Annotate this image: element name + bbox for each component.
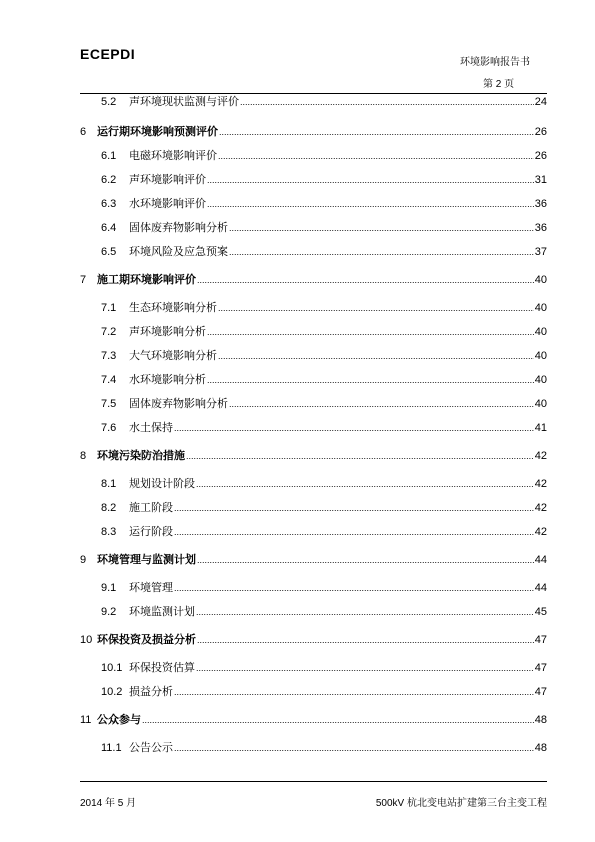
toc-dot-leader — [196, 605, 534, 619]
toc-entry[interactable] — [80, 661, 547, 675]
toc-entry-page: 42 — [534, 526, 547, 538]
toc-entry[interactable] — [80, 125, 547, 139]
toc-entry-number: 8 — [80, 450, 87, 462]
toc-dot-leader — [174, 421, 534, 435]
toc-entry-page: 47 — [534, 634, 547, 646]
toc-entry-title: 运行期环境影响预测评价 — [97, 126, 218, 138]
toc-entry-number: 9.2 — [101, 606, 117, 618]
toc-entry-title: 公众参与 — [97, 714, 141, 726]
toc-entry-title: 大气环境影响分析 — [129, 350, 217, 362]
toc-entry-page: 24 — [534, 96, 547, 108]
toc-entry[interactable] — [80, 421, 547, 435]
toc-entry-number: 6.2 — [101, 174, 117, 186]
toc-dot-leader — [196, 477, 534, 491]
toc-dot-leader — [218, 301, 534, 315]
toc-entry-title: 水土保持 — [129, 422, 173, 434]
toc-entry-title: 运行阶段 — [129, 526, 173, 538]
toc-entry[interactable] — [80, 325, 547, 339]
toc-entry[interactable] — [80, 197, 547, 211]
toc-entry-page: 40 — [534, 350, 547, 362]
toc-entry-page: 26 — [534, 150, 547, 162]
toc-entry-number: 10.1 — [101, 662, 123, 674]
toc-entry-title: 环境监测计划 — [129, 606, 195, 618]
toc-entry-number: 6.4 — [101, 222, 117, 234]
toc-entry[interactable] — [80, 95, 547, 109]
toc-entry-number: 7.6 — [101, 422, 117, 434]
toc-entry-number: 11 — [80, 714, 92, 726]
toc-entry-title: 环保投资及损益分析 — [97, 634, 196, 646]
toc-entry[interactable] — [80, 553, 547, 567]
toc-entry-title: 环境污染防治措施 — [97, 450, 185, 462]
toc-entry-number: 7.1 — [101, 302, 117, 314]
header-page-number: 第 2 页 — [483, 79, 515, 90]
toc-entry[interactable] — [80, 349, 547, 363]
toc-entry-title: 环境管理 — [129, 582, 173, 594]
toc-entry-title: 声环境影响评价 — [129, 174, 206, 186]
toc-entry-number: 7.3 — [101, 350, 117, 362]
toc-entry-page: 40 — [534, 374, 547, 386]
toc-entry[interactable] — [80, 245, 547, 259]
toc-entry-number: 11.1 — [101, 742, 122, 754]
toc-entry-number: 9 — [80, 554, 87, 566]
toc-entry[interactable] — [80, 581, 547, 595]
toc-entry-page: 36 — [534, 198, 547, 210]
toc-entry-title: 环境管理与监测计划 — [97, 554, 196, 566]
toc-dot-leader — [197, 553, 534, 567]
toc-entry-page: 42 — [534, 502, 547, 514]
toc-entry-number: 7.2 — [101, 326, 117, 338]
header-rule — [80, 93, 547, 94]
toc-dot-leader — [207, 373, 534, 387]
toc-dot-leader — [174, 685, 534, 699]
toc-entry-page: 41 — [534, 422, 547, 434]
toc-dot-leader — [174, 501, 534, 515]
toc-entry-number: 8.1 — [101, 478, 117, 490]
toc-dot-leader — [197, 633, 534, 647]
toc-entry[interactable] — [80, 173, 547, 187]
toc-entry[interactable] — [80, 273, 547, 287]
toc-entry[interactable] — [80, 633, 547, 647]
footer-date: 2014 年 5 月 — [80, 798, 137, 809]
toc-entry-number: 7.4 — [101, 374, 117, 386]
toc-entry-number: 7.5 — [101, 398, 117, 410]
toc-entry-title: 损益分析 — [129, 686, 173, 698]
toc-entry-page: 48 — [534, 742, 547, 754]
toc-entry-title: 生态环境影响分析 — [129, 302, 217, 314]
toc-entry-page: 40 — [534, 398, 547, 410]
toc-entry[interactable] — [80, 149, 547, 163]
toc-entry-number: 6.1 — [101, 150, 117, 162]
toc-entry[interactable] — [80, 449, 547, 463]
toc-entry-title: 固体废弃物影响分析 — [129, 222, 228, 234]
toc-entry-title: 环境风险及应急预案 — [129, 246, 228, 258]
footer-project: 500kV 杭北变电站扩建第三台主变工程 — [375, 798, 547, 809]
toc-entry-number: 10 — [80, 634, 93, 646]
toc-entry-number: 8.2 — [101, 502, 117, 514]
toc-entry[interactable] — [80, 685, 547, 699]
toc-entry-page: 40 — [534, 274, 547, 286]
toc-entry-page: 42 — [534, 450, 547, 462]
toc-dot-leader — [174, 741, 534, 755]
toc-entry-page: 31 — [534, 174, 547, 186]
toc-entry-page: 36 — [534, 222, 547, 234]
toc-entry-page: 44 — [534, 582, 547, 594]
toc-entry-number: 6.3 — [101, 198, 117, 210]
toc-dot-leader — [229, 245, 534, 259]
toc-entry[interactable] — [80, 397, 547, 411]
toc-entry-page: 45 — [534, 606, 547, 618]
toc-entry-page: 47 — [534, 686, 547, 698]
toc-dot-leader — [174, 525, 534, 539]
toc-entry[interactable] — [80, 713, 547, 727]
toc-dot-leader — [186, 449, 534, 463]
toc-entry-page: 26 — [534, 126, 547, 138]
toc-entry-number: 6.5 — [101, 246, 117, 258]
toc-entry[interactable] — [80, 501, 547, 515]
toc-entry-page: 47 — [534, 662, 547, 674]
toc-dot-leader — [218, 149, 534, 163]
toc-dot-leader — [219, 125, 534, 139]
toc-entry-page: 40 — [534, 326, 547, 338]
toc-dot-leader — [207, 173, 534, 187]
toc-entry[interactable] — [80, 477, 547, 491]
toc-entry-page: 48 — [534, 714, 547, 726]
toc-entry[interactable] — [80, 373, 547, 387]
toc-entry-number: 5.2 — [101, 96, 117, 108]
toc-entry-title: 声环境影响分析 — [129, 326, 206, 338]
toc-entry[interactable] — [80, 221, 547, 235]
header-logo: ECEPDI — [80, 46, 136, 62]
toc-entry-title: 水环境影响分析 — [129, 374, 206, 386]
toc-entry-page: 40 — [534, 302, 547, 314]
toc-dot-leader — [197, 273, 534, 287]
toc-entry-number: 6 — [80, 126, 87, 138]
toc-entry-title: 声环境现状监测与评价 — [129, 96, 239, 108]
toc-entry-number: 8.3 — [101, 526, 117, 538]
toc-dot-leader — [240, 95, 534, 109]
toc-entry[interactable] — [80, 301, 547, 315]
toc-entry-title: 规划设计阶段 — [129, 478, 195, 490]
toc-entry-page: 37 — [534, 246, 547, 258]
toc-dot-leader — [218, 349, 534, 363]
toc-entry-title: 施工阶段 — [129, 502, 173, 514]
toc-dot-leader — [229, 397, 534, 411]
toc-entry-title: 公告公示 — [129, 742, 173, 754]
toc-dot-leader — [142, 713, 534, 727]
header-title: 环境影响报告书 — [460, 57, 530, 68]
toc-entry-title: 电磁环境影响评价 — [129, 150, 217, 162]
toc-entry-title: 施工期环境影响评价 — [97, 274, 196, 286]
toc-entry[interactable] — [80, 741, 547, 755]
toc-dot-leader — [196, 661, 534, 675]
toc-entry-number: 10.2 — [101, 686, 123, 698]
toc-entry-page: 44 — [534, 554, 547, 566]
toc-dot-leader — [174, 581, 534, 595]
toc-entry-page: 42 — [534, 478, 547, 490]
toc-entry-number: 7 — [80, 274, 87, 286]
toc-dot-leader — [207, 197, 534, 211]
toc-entry-title: 环保投资估算 — [129, 662, 195, 674]
toc-dot-leader — [229, 221, 534, 235]
toc-entry[interactable] — [80, 605, 547, 619]
toc-entry[interactable] — [80, 525, 547, 539]
toc-entry-number: 9.1 — [101, 582, 117, 594]
toc-entry-title: 水环境影响评价 — [129, 198, 206, 210]
toc-dot-leader — [207, 325, 534, 339]
toc-entry-title: 固体废弃物影响分析 — [129, 398, 228, 410]
footer-rule — [80, 781, 547, 782]
